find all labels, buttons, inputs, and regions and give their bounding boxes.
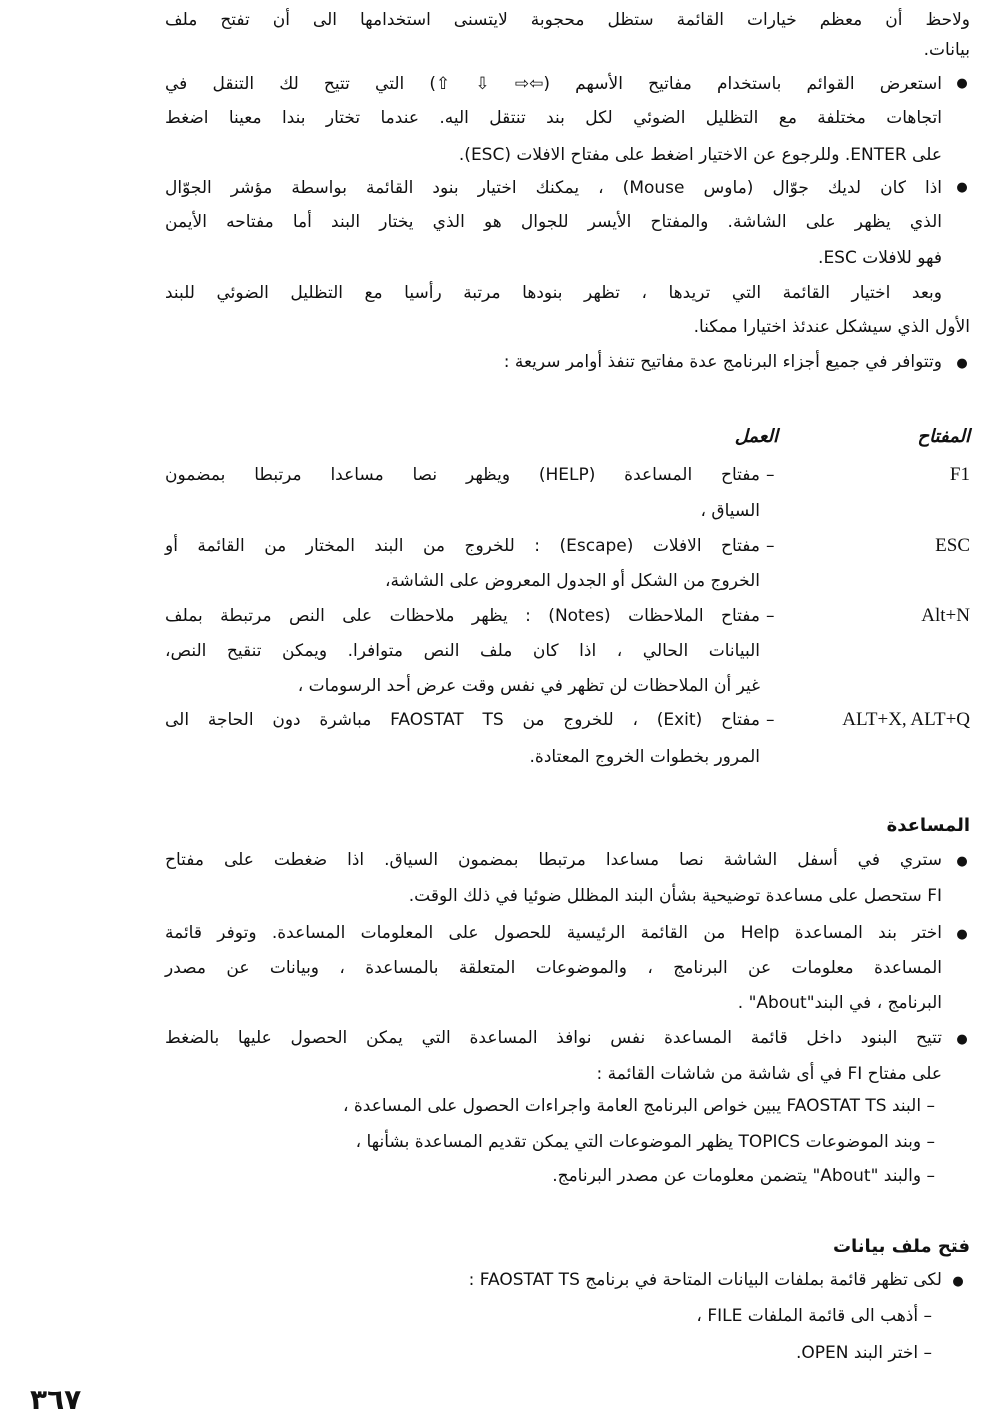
shortcut-description-line: مفتاح (Exit) ، للخروج من FAOSTAT TS مباشرة دون الحاجة الى	[165, 710, 761, 730]
bullet-icon: ●	[956, 356, 968, 371]
shortcut-key: ALT+X, ALT+Q	[842, 709, 970, 730]
shortcut-description-line: مفتاح الافلات (Escape) : للخروج من البند المختار من القائمة أو	[165, 536, 760, 556]
help-subitem: – والبند "About" يتضمن معلومات عن مصدر البرنامج.	[552, 1166, 935, 1186]
bullet-line: على ENTER. وللرجوع عن الاختيار اضغط على مفتاح الافلات (ESC).	[458, 145, 942, 165]
bullet-icon: ●	[956, 1032, 968, 1047]
bullet-icon: ●	[956, 76, 968, 91]
shortcut-description-line: السياق ،	[700, 501, 760, 521]
shortcut-key: ESC	[935, 535, 970, 556]
paragraph-line: ولاحظ أن معظم خيارات القائمة ستظل محجوبة لايتسنى استخدامها الى أن تفتح ملف	[165, 10, 970, 30]
bullet-line: اختر بند المساعدة Help من القائمة الرئيسية للحصول على المعلومات المساعدة. وتوفر قائمة	[165, 923, 942, 943]
help-subitem: – البند FAOSTAT TS يبين خواص البرنامج العامة واجراءات الحصول على المساعدة ،	[342, 1096, 935, 1116]
table-header-action: العمل	[734, 426, 778, 447]
shortcut-description-line: البيانات الحالي ، اذا كان ملف النص متوافرا. ويمكن تنقيح النص،	[165, 641, 760, 661]
shortcut-description-line: مفتاح الملاحظات (Notes) : يظهر ملاحظات على النص مرتبطة بملف	[165, 606, 760, 626]
dash-marker: –	[766, 710, 775, 730]
bullet-line: البرنامج ، في البند"About" .	[737, 993, 942, 1013]
shortcut-description-line: الخروج من الشكل أو الجدول المعروض على الشاشة،	[384, 571, 760, 591]
bullet-line: على مفتاح FI في أى شاشة من شاشات القائمة :	[596, 1064, 942, 1084]
page-number: ٣٦٧	[30, 1383, 82, 1416]
bullet-line: لكى تظهر قائمة بملفات البيانات المتاحة في برنامج FAOSTAT TS :	[468, 1270, 942, 1290]
paragraph-line: الأول الذي سيشكل عندئذ اختيارا ممكنا.	[693, 317, 970, 337]
paragraph-line: وبعد اختيار القائمة التي تريدها ، تظهر بنودها مرتبة رأسيا مع التظليل الضوئي للبند	[165, 283, 942, 303]
shortcut-description-line: المرور بخطوات الخروج المعتادة.	[529, 747, 760, 767]
bullet-line: اتجاهات مختلفة مع التظليل الضوئي لكل بند تنتقل اليه. عندما تختار بندا معينا اضغط	[165, 108, 942, 128]
bullet-line: الذي يظهر على الشاشة. والمفتاح الأيسر للجوال هو الذي يختار البند أما مفتاحه الأيمن	[165, 212, 942, 232]
bullet-icon: ●	[956, 927, 968, 942]
bullet-line: ستري في أسفل الشاشة نصا مساعدا مرتبطا بمضمون السياق. اذا ضغطت على مفتاح	[165, 850, 942, 870]
open-file-subitem: – اختر البند OPEN.	[795, 1343, 932, 1363]
paragraph-line: بيانات.	[923, 40, 970, 60]
bullet-icon: ●	[952, 1274, 964, 1289]
bullet-icon: ●	[956, 180, 968, 195]
bullet-line: المساعدة معلومات عن البرنامج ، والموضوعات المتعلقة بالمساعدة ، وبيانات عن مصدر	[165, 958, 942, 978]
table-header-key: المفتاح	[917, 426, 970, 447]
bullet-line: استعرض القوائم باستخدام مفاتيح الأسهم (⇦⇨ ⇩ ⇧) التي تتيح لك التنقل في	[165, 74, 942, 94]
help-subitem: – وبند الموضوعات TOPICS يظهر الموضوعات التي يمكن تقديم المساعدة بشأنها ،	[355, 1132, 935, 1152]
dash-marker: –	[766, 536, 775, 556]
shortcut-description-line: غير أن الملاحظات لن تظهر في نفس وقت عرض أحد الرسومات ،	[297, 676, 760, 696]
section-title-open-file: فتح ملف بيانات	[832, 1236, 970, 1257]
bullet-line: اذا كان لديك جوّال (ماوس Mouse) ، يمكنك اختيار بنود القائمة بواسطة مؤشر الجوّال	[165, 178, 943, 198]
bullet-line: فهو للافلات ESC.	[818, 248, 942, 268]
dash-marker: –	[766, 465, 775, 485]
dash-marker: –	[766, 606, 775, 626]
shortcut-key: Alt+N	[921, 605, 970, 626]
bullet-icon: ●	[956, 854, 968, 869]
shortcut-key: F1	[949, 464, 970, 485]
section-title-help: المساعدة	[886, 815, 970, 836]
open-file-subitem: – أذهب الى قائمة الملفات FILE ،	[696, 1306, 932, 1326]
bullet-line: تتيح البنود داخل قائمة المساعدة نفس نوافذ المساعدة التي يمكن الحصول عليها بالضغط	[165, 1028, 942, 1048]
bullet-line: FI ستحصل على مساعدة توضيحية بشأن البند المظلل ضوئيا في ذلك الوقت.	[408, 886, 942, 906]
shortcut-description-line: مفتاح المساعدة (HELP) ويظهر نصا مساعدا مرتبطا بمضمون	[165, 465, 760, 485]
bullet-line: وتتوافر في جميع أجزاء البرنامج عدة مفاتيح تنفذ أوامر سريعة :	[503, 352, 942, 372]
